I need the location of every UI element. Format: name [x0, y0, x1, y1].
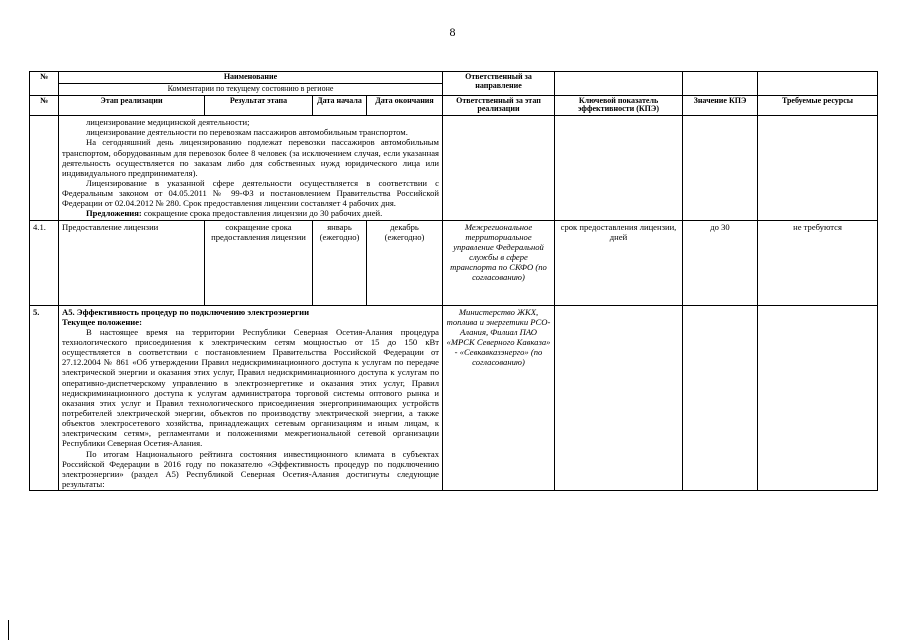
- row5-kpi: [555, 305, 683, 491]
- row5-p1: В настоящее время на территории Республики Северная Осетия-Алания процедура технологического присоединения к электрическим сетям мощностью от 15 до 150 кВт осуществляется в соответствии с постановлением Правительства Российской Федерации от 27.12.2004 № 861 «Об утверждении Правил недискриминационного доступа к услугам по передаче электрической энергии и оказания этих услуг, Правил недискриминационного доступа к услугам по оперативно-диспетчерскому управлению в электроэнергетике и оказания этих услуг, Правил недискриминационного доступа к услугам администратора торговой системы оптового рынка и оказания этих услуг и Правил технологического присоединения энергопринимающих устройств потребителей электрической энергии, объектов по производству электрической энергии, а также объектов электросетевого хозяйства, принадлежащих сетевым организациям и иным лицам, к электрическим сетям», регламентами и положениями межрегиональной сетевой организации Республики Северная Осетия-Алания.: [62, 326, 439, 449]
- continued-p2: лицензирование деятельности по перевозкам пассажиров автомобильным транспортом.: [86, 127, 408, 138]
- header-responsible-stage: Ответственный за этап реализации: [443, 95, 555, 116]
- header-empty-3: [758, 72, 878, 96]
- header-responsible-direction: Ответственный за направление: [443, 72, 555, 96]
- header-kpi: Ключевой показатель эффективности (КПЭ): [555, 95, 683, 116]
- row41-end: декабрь (ежегодно): [367, 220, 443, 305]
- row41-num: 4.1.: [30, 220, 59, 305]
- row5-num: 5.: [30, 305, 59, 491]
- action-plan-table: [29, 71, 878, 491]
- header-stage: Этап реализации: [59, 95, 205, 116]
- page-number: 8: [449, 25, 456, 39]
- row41-stage: Предоставление лицензии: [59, 220, 205, 305]
- continued-resources: [758, 116, 878, 220]
- header-name-cell: [59, 72, 443, 96]
- header-num-2: №: [30, 95, 59, 116]
- scan-edge-mark: [8, 620, 9, 640]
- continued-p3: На сегодняшний день лицензированию подлежат перевозки пассажиров автомобильным транспортом, оборудованным для перевозок более 8 человек (за исключением случая, если указанная деятельность осуществляется по заказам либо для собственных нужд юридического лица или индивидуального предпринимателя).: [62, 137, 439, 178]
- header-row-2: [30, 95, 878, 116]
- row41-result: сокращение срока предоставления лицензии: [205, 220, 313, 305]
- header-name: Наименование: [59, 72, 442, 84]
- header-date-start: Дата начала: [313, 95, 367, 116]
- row5-kpi-value: [683, 305, 758, 491]
- header-resources: Требуемые ресурсы: [758, 95, 878, 116]
- row41-responsible: Межрегиональное территориальное управление Федеральной службы в сфере транспорта по СКФО (по согласованию): [443, 220, 555, 305]
- continued-kpi-value: [683, 116, 758, 220]
- table-row-4-1: [30, 220, 878, 305]
- row41-start: январь (ежегодно): [313, 220, 367, 305]
- continued-comment-row: [30, 116, 878, 220]
- header-date-end: Дата окончания: [367, 95, 443, 116]
- row5-responsible: Министерство ЖКХ, топлива и энергетики РСО-Алания, Филиал ПАО «МРСК Северного Кавказа» - «Севкавказэнерго» (по согласованию): [443, 305, 555, 491]
- continued-comment: [59, 116, 443, 220]
- continued-proposal: [62, 208, 439, 218]
- header-empty-2: [683, 72, 758, 96]
- continued-responsible: [443, 116, 555, 220]
- header-comment: Комментарии по текущему состоянию в регионе: [167, 83, 334, 93]
- continued-num: [30, 116, 59, 220]
- row5-status-label: Текущее положение:: [62, 316, 142, 327]
- row5-title: А5. Эффективность процедур по подключению электроэнергии: [62, 306, 310, 317]
- header-row-1: [30, 72, 878, 96]
- row5-comment: [59, 305, 443, 491]
- row5-p2: По итогам Национального рейтинга состояния инвестиционного климата в субъектах Российской Федерации в 2016 году по показателю «Эффективность процедур по подключению электроэнергии» (раздел А5) Республикой Северная Осетия-Алания достигнуты следующие результаты:: [62, 448, 439, 489]
- row41-kpi-value: до 30: [683, 220, 758, 305]
- header-kpi-value: Значение КПЭ: [683, 95, 758, 116]
- proposal-text: сокращение срока предоставления лицензии до 30 рабочих дней.: [141, 208, 383, 219]
- continued-p1: лицензирование медицинской деятельности;: [86, 117, 250, 128]
- table-row-5: [30, 305, 878, 491]
- row41-resources: не требуются: [758, 220, 878, 305]
- row5-resources: [758, 305, 878, 491]
- proposal-label: Предложения:: [86, 208, 142, 219]
- row41-kpi: срок предоставления лицензии, дней: [555, 220, 683, 305]
- header-empty-1: [555, 72, 683, 96]
- continued-kpi: [555, 116, 683, 220]
- header-result: Результат этапа: [205, 95, 313, 116]
- header-num: №: [30, 72, 59, 96]
- continued-p4: Лицензирование в указанной сфере деятельности осуществляется в соответствии с Федеральным законом от 04.05.2011 № 99-ФЗ и постановлением Правительства Российской Федерации от 02.04.2012 № 280. Срок предоставления лицензии составляет 4 рабочих дня.: [62, 178, 439, 209]
